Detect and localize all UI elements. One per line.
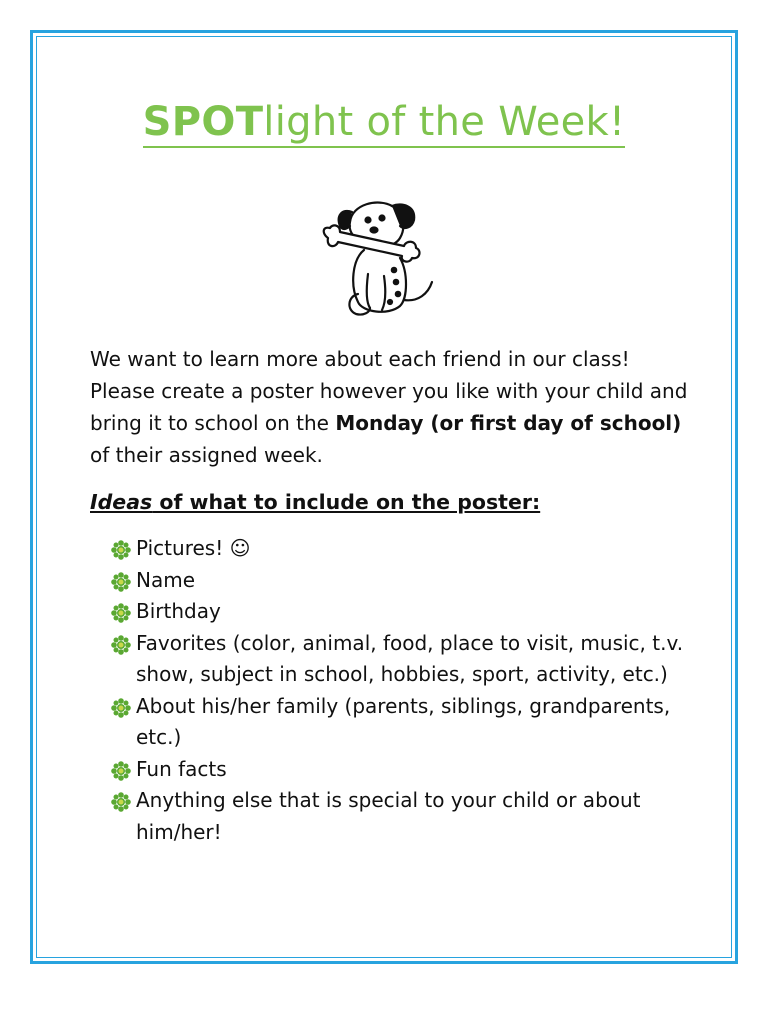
list-item: [110, 628, 690, 691]
list-item-text: Fun facts: [136, 756, 227, 781]
ideas-heading-italic: Ideas: [90, 490, 153, 514]
page-title: [0, 98, 768, 146]
flower-bullet-icon: [110, 697, 132, 719]
list-item-text: Favorites (color, animal, food, place to visit, music, t.v. show, subject in school, hobbies, sport, activity, etc.): [136, 630, 684, 686]
ideas-heading: [90, 486, 690, 518]
list-item-text: About his/her family (parents, siblings, grandparents, etc.): [136, 693, 671, 749]
list-item-text: Name: [136, 567, 196, 592]
list-item-text: Pictures! ☺: [136, 536, 251, 560]
intro-bold-text: Monday (or first day of school): [335, 411, 682, 435]
intro-text-end: of their assigned week.: [90, 443, 323, 467]
intro-paragraph: [90, 343, 690, 471]
ideas-list: [110, 533, 690, 848]
list-item: [110, 691, 690, 754]
flower-bullet-icon: [110, 539, 132, 561]
list-item: [110, 785, 690, 848]
list-item: [110, 533, 690, 565]
list-item: [110, 596, 690, 628]
dalmatian-puppy-icon: [312, 190, 452, 330]
flower-bullet-icon: [110, 602, 132, 624]
flower-bullet-icon: [110, 571, 132, 593]
title-rest: light of the Week!: [263, 99, 626, 145]
list-item-text: Birthday: [136, 599, 221, 623]
list-item-text: Anything else that is special to your child or about him/her!: [136, 788, 641, 844]
list-item: [110, 754, 690, 786]
flower-bullet-icon: [110, 634, 132, 656]
intro-text: We want to learn more about each friend in our class! Please create a poster however you like with your child and bring it to school on the: [90, 347, 688, 435]
flower-bullet-icon: [110, 791, 132, 813]
flower-bullet-icon: [110, 760, 132, 782]
title-bold: SPOT: [142, 99, 264, 145]
list-item: [110, 565, 690, 597]
ideas-heading-rest: of what to include on the poster:: [152, 490, 541, 514]
